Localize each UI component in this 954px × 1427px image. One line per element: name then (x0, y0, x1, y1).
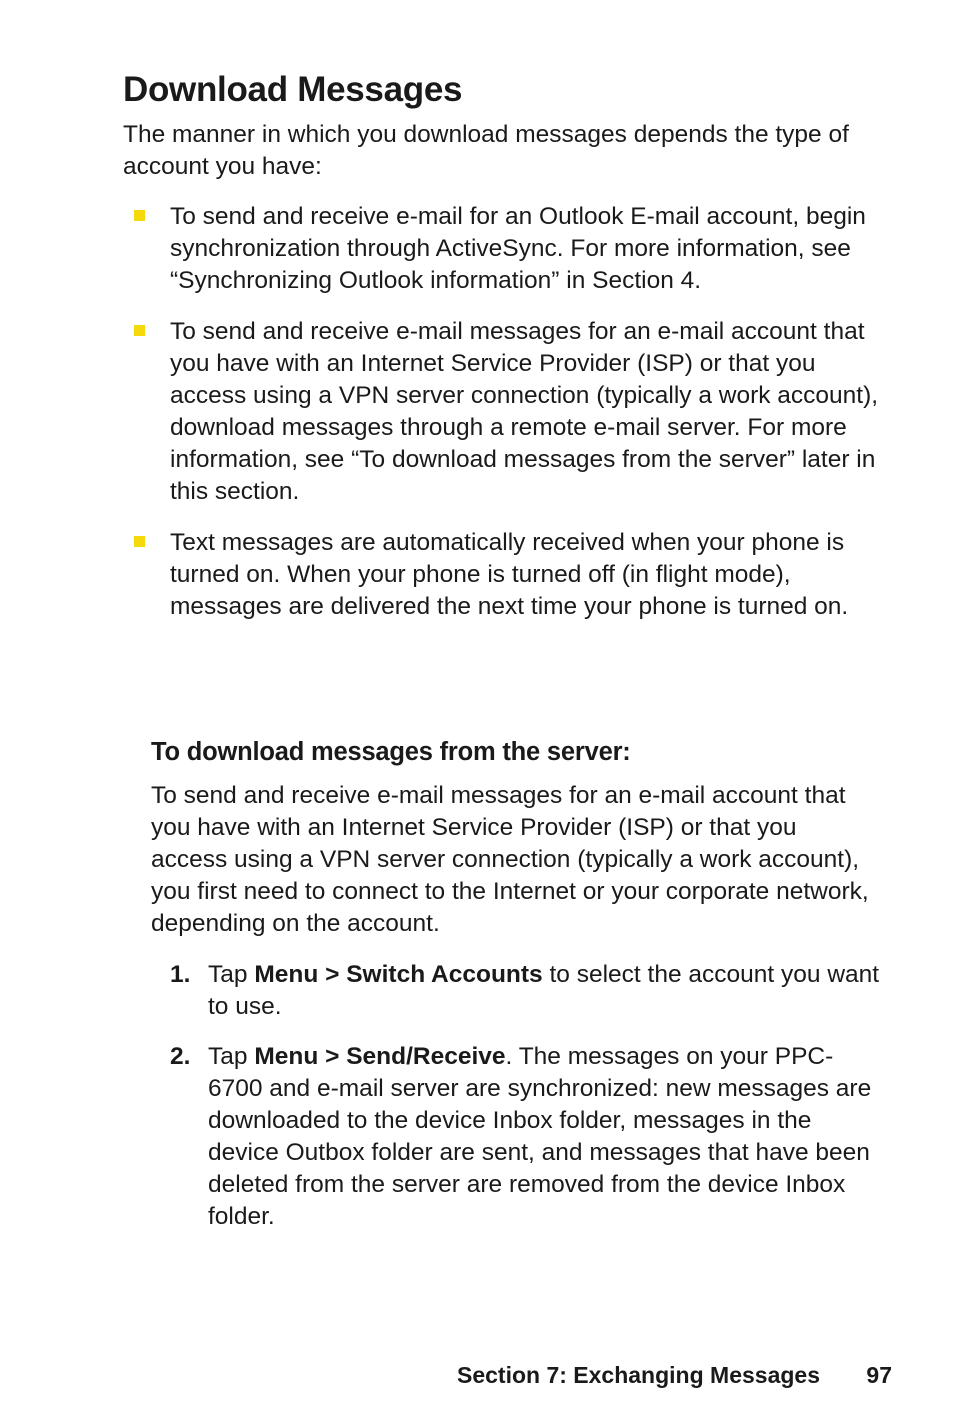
square-bullet-icon (134, 536, 145, 547)
list-item-text: Text messages are automatically received when your phone is turned on. When your phone is turned off (in flight mode), messages are delivered the next time your phone is turned on. (170, 529, 849, 620)
step-suffix: . The messages on your PPC-6700 and e-mail server are synchronized: new messages are downloaded to the device Inbox folder, messages in the device Outbox folder are sent, and messages that have been deleted from the server are removed from the device Inbox folder. (208, 1043, 872, 1230)
intro-paragraph: The manner in which you download messages depends the type of account you have: (123, 121, 849, 180)
list-item (123, 201, 883, 297)
step-number: 1. (170, 961, 191, 988)
list-item (123, 316, 883, 508)
list-item (123, 527, 883, 623)
step-suffix: to select the account you want to use. (208, 961, 880, 1020)
footer-section-title: Section 7: Exchanging Messages (456, 1362, 820, 1388)
square-bullet-icon (134, 210, 145, 221)
list-item-text: To send and receive e-mail messages for an e-mail account that you have with an Internet Service Provider (ISP) or that you access using a VPN server connection (typically a work account), download messages through a remote e-mail server. For more information, see “To download messages from the server” later in this section. (170, 318, 879, 505)
page-number: 97 (866, 1362, 892, 1388)
step-command: Menu > Switch Accounts (254, 961, 543, 988)
step-item (170, 1041, 880, 1233)
square-bullet-icon (134, 325, 145, 336)
list-item-text: To send and receive e-mail for an Outlook E-mail account, begin synchronization through ActiveSync. For more information, see “Synchronizing Outlook information” in Section 4. (170, 203, 866, 294)
step-item (170, 959, 880, 1023)
step-prefix: Tap (208, 961, 255, 988)
step-prefix: Tap (208, 1043, 255, 1070)
bullet-list (123, 201, 883, 642)
step-command: Menu > Send/Receive (254, 1043, 506, 1070)
procedure-intro: To send and receive e-mail messages for an e-mail account that you have with an Internet Service Provider (ISP) or that you access using a VPN server connection (typically a work account), you first need to connect to the Internet or your corporate network, depending on the account. (151, 782, 869, 937)
step-number: 2. (170, 1043, 191, 1070)
steps-list (170, 959, 880, 1251)
procedure-heading: To download messages from the server: (151, 738, 631, 766)
page-title: Download Messages (123, 70, 463, 109)
